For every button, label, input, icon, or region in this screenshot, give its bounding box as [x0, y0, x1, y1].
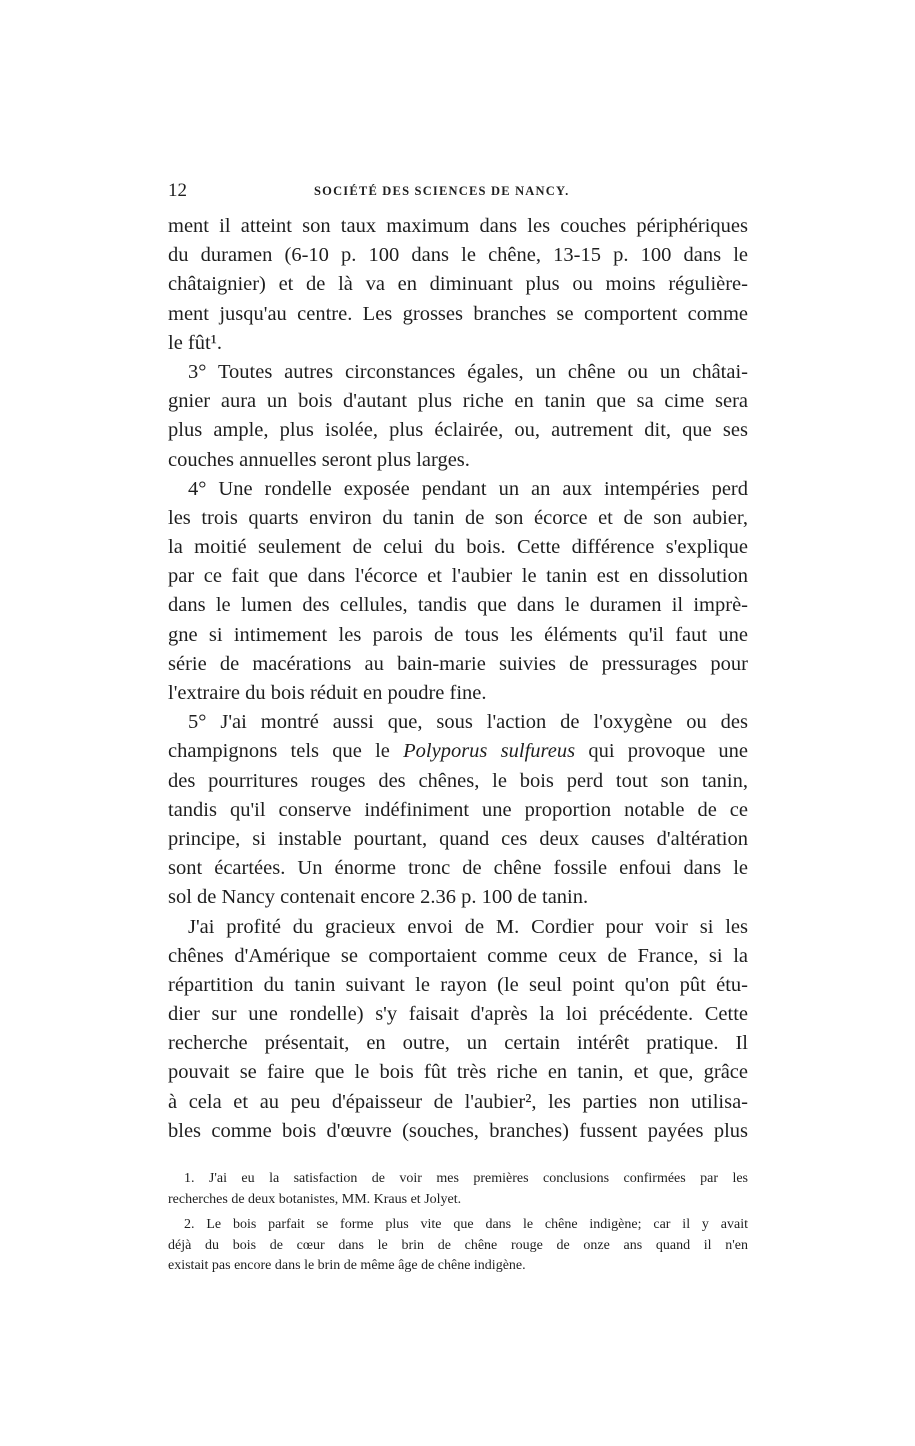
text-line: chênes d'Amérique se comportaient comme ceux de France, si la [168, 944, 748, 967]
text-line: 4° Une rondelle exposée pendant un an aux intempéries perd [188, 477, 748, 500]
text-line: gnier aura un bois d'autant plus riche en tanin que sa cime sera [168, 390, 748, 413]
text-line: dier sur une rondelle) s'y faisait d'après la loi précédente. Cette [168, 1003, 748, 1026]
text-line: le fût¹. [168, 331, 222, 354]
text-line: sont écartées. Un énorme tronc de chêne fossile enfoui dans le [168, 857, 748, 880]
text-segment: champignons tels que le [168, 740, 390, 763]
footnote-line: 2. Le bois parfait se forme plus vite que dans le chêne indigène; car il y avait [184, 1217, 748, 1232]
text-line: plus ample, plus isolée, plus éclairée, ou, autrement dit, que ses [168, 419, 748, 442]
page-number: 12 [168, 180, 187, 201]
text-line: châtaignier) et de là va en diminuant plus ou moins régulière- [168, 273, 748, 296]
footnote-line: déjà du bois de cœur dans le brin de chêne rouge de onze ans quand il n'en [168, 1237, 748, 1253]
text-line: ment il atteint son taux maximum dans les couches périphériques [168, 215, 748, 237]
text-line: 3° Toutes autres circonstances égales, un chêne ou un châtai- [188, 360, 748, 383]
text-line: recherche présentait, en outre, un certain intérêt pratique. Il [168, 1032, 748, 1055]
text-line: pouvait se faire que le bois fût très riche en tanin, et que, grâce [168, 1061, 748, 1084]
footnote-line: existait pas encore dans le brin de même âge de chêne indigène. [168, 1258, 526, 1273]
text-line: J'ai profité du gracieux envoi de M. Cordier pour voir si les [188, 915, 748, 938]
text-line: les trois quarts environ du tanin de son écorce et de son aubier, [168, 506, 748, 529]
text-line: dans le lumen des cellules, tandis que dans le duramen il imprè- [168, 594, 748, 617]
running-head: SOCIÉTÉ DES SCIENCES DE NANCY. [314, 184, 570, 198]
text-line: l'extraire du bois réduit en poudre fine. [168, 682, 487, 704]
text-line: 5° J'ai montré aussi que, sous l'action de l'oxygène ou des [188, 711, 748, 734]
text-line: bles comme bois d'œuvre (souches, branches) fussent payées plus [168, 1119, 748, 1142]
text-line: tandis qu'il conserve indéfiniment une proportion notable de ce [168, 798, 748, 821]
page-header [168, 180, 748, 204]
text-segment: qui provoque une [588, 740, 749, 763]
text-line: des pourritures rouges des chênes, le bois perd tout son tanin, [168, 769, 748, 792]
footnotes [168, 1169, 748, 1277]
text-line: à cela et au peu d'épaisseur de l'aubier², les parties non utilisa- [168, 1090, 748, 1113]
text-line: couches annuelles seront plus larges. [168, 448, 470, 471]
text-line: gne si intimement les parois de tous les éléments qu'il faut une [168, 623, 748, 646]
species-name: Polyporus sulfureus [403, 740, 576, 763]
text-line: série de macérations au bain-marie suivies de pressurages pour [168, 652, 748, 675]
text-line: la moitié seulement de celui du bois. Cette différence s'explique [168, 536, 748, 559]
text-line: répartition du tanin suivant le rayon (le seul point qu'on pût étu- [168, 973, 748, 996]
text-line: du duramen (6-10 p. 100 dans le chêne, 13-15 p. 100 dans le [168, 244, 748, 267]
text-line [168, 737, 748, 766]
body-text [168, 212, 748, 1146]
footnote-line: recherches de deux botanistes, MM. Kraus et Jolyet. [168, 1191, 462, 1207]
text-line: sol de Nancy contenait encore 2.36 p. 100 de tanin. [168, 886, 589, 909]
text-line: par ce fait que dans l'écorce et l'aubier le tanin est en dissolution [168, 565, 748, 588]
footnote-line: 1. J'ai eu la satisfaction de voir mes premières conclusions confirmées par les [184, 1171, 748, 1186]
text-line: ment jusqu'au centre. Les grosses branches se comportent comme [168, 302, 748, 325]
text-line: principe, si instable pourtant, quand ces deux causes d'altération [168, 827, 748, 850]
